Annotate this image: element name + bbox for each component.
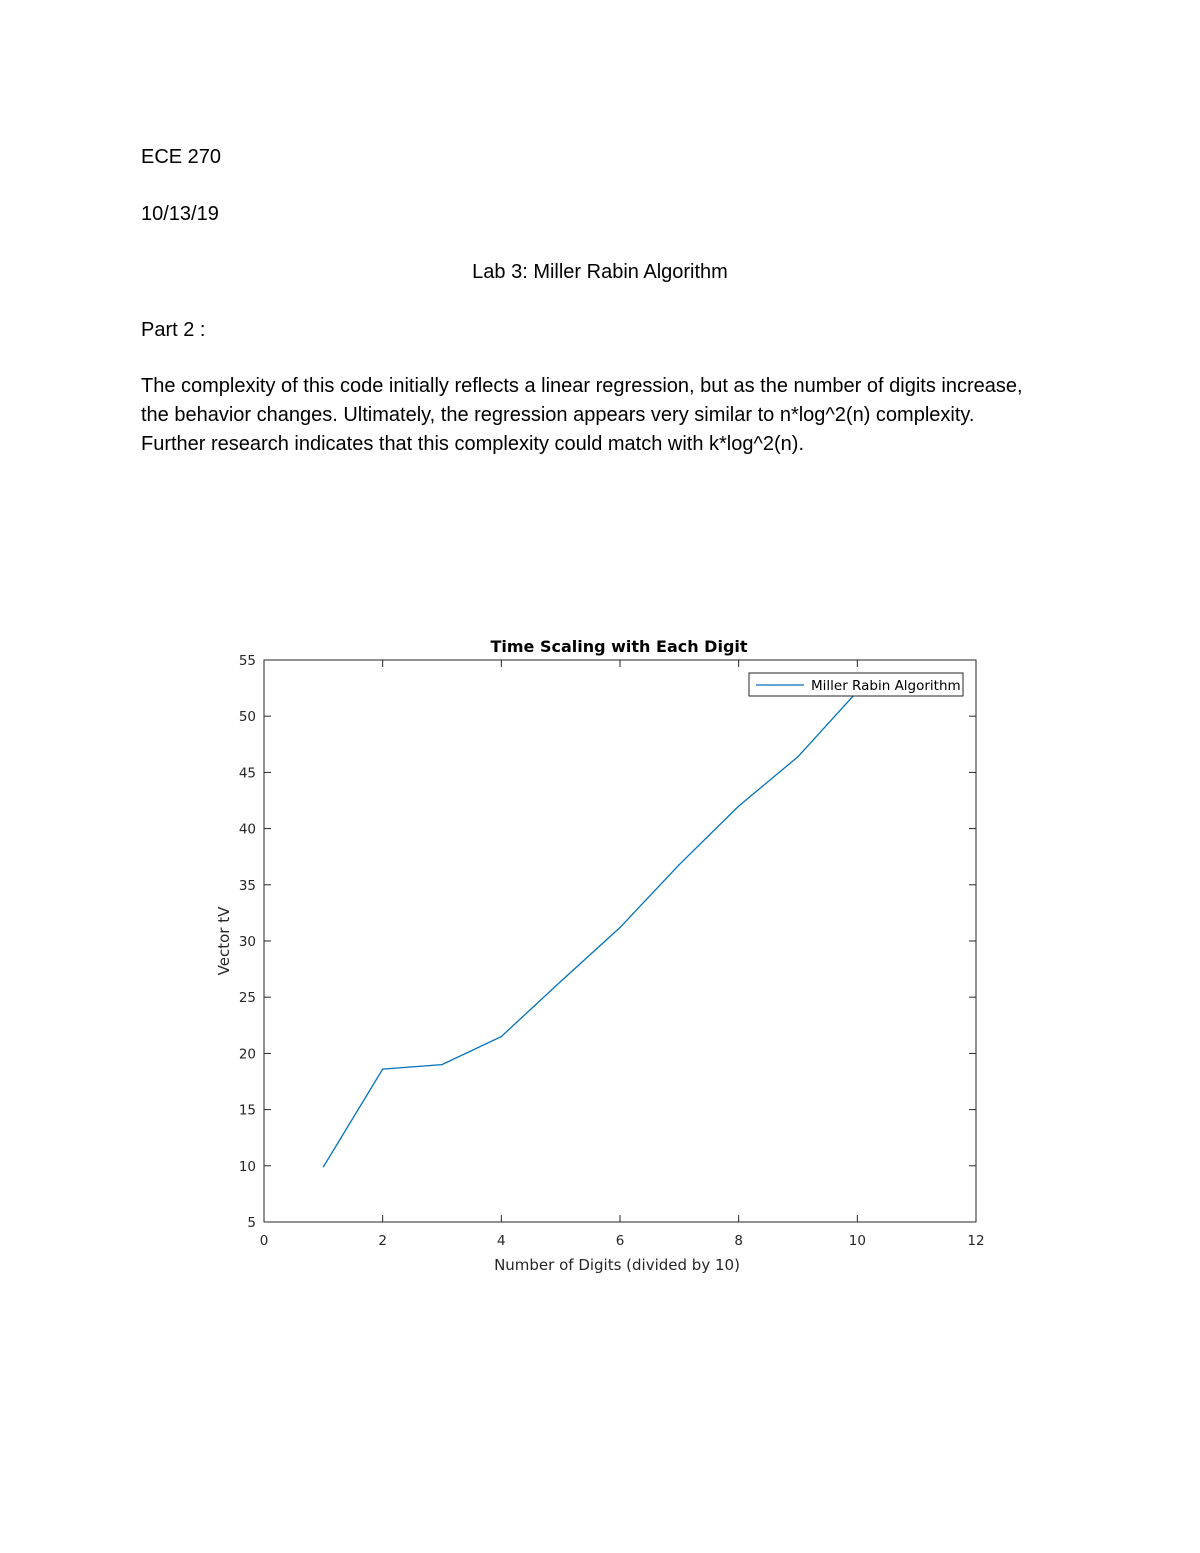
data-point xyxy=(797,756,798,757)
x-tick-label: 10 xyxy=(848,1233,866,1249)
legend xyxy=(749,673,963,696)
x-axis-label: Number of Digits (divided by 10) xyxy=(494,1256,740,1274)
y-tick-labels xyxy=(239,653,256,1231)
x-tick-label: 2 xyxy=(378,1233,387,1249)
y-tick-label: 25 xyxy=(238,990,256,1007)
y-tick-label: 5 xyxy=(247,1215,256,1231)
section-heading: Part 2 : xyxy=(141,319,206,341)
data-point xyxy=(501,1036,502,1037)
course-name: ECE 270 xyxy=(141,146,222,168)
chart-title: Time Scaling with Each Digit xyxy=(490,637,748,656)
x-tick-labels xyxy=(260,1233,985,1249)
y-tick-label: 20 xyxy=(238,1046,256,1063)
plot-area xyxy=(264,660,976,1222)
y-tick-label: 30 xyxy=(238,934,256,950)
x-tick-label: 8 xyxy=(734,1233,743,1249)
y-axis-label: Vector tV xyxy=(215,906,233,976)
x-tick-label: 6 xyxy=(615,1233,625,1249)
y-tick-label: 45 xyxy=(238,765,256,782)
x-tick-label: 12 xyxy=(967,1233,985,1249)
data-point xyxy=(323,1166,324,1167)
page-title: Lab 3: Miller Rabin Algorithm xyxy=(472,261,728,283)
y-tick-label: 35 xyxy=(238,877,256,894)
y-tick-label: 40 xyxy=(238,821,256,838)
body-paragraph: The complexity of this code initially reflects a linear regression, but as the number of digits increase, the behavior changes. Ultimately, the regression appears very similar to n*log^2(n) complexity. Further research indicates that this complexity could match with k*log^2(n). xyxy=(141,375,1023,455)
data-point xyxy=(679,864,680,865)
data-point xyxy=(619,927,620,928)
data-point xyxy=(441,1064,442,1065)
y-tick-label: 15 xyxy=(238,1102,256,1119)
data-point xyxy=(382,1069,383,1070)
line-chart xyxy=(0,600,1200,1300)
document-date: 10/13/19 xyxy=(141,203,219,225)
y-tick-label: 10 xyxy=(238,1158,256,1175)
data-point xyxy=(738,806,739,807)
y-tick-label: 50 xyxy=(238,709,256,726)
legend-label: Miller Rabin Algorithm xyxy=(811,678,961,694)
x-tick-label: 0 xyxy=(259,1233,269,1249)
y-tick-label: 55 xyxy=(238,653,256,669)
x-tick-label: 4 xyxy=(497,1233,506,1249)
data-point xyxy=(560,981,561,982)
